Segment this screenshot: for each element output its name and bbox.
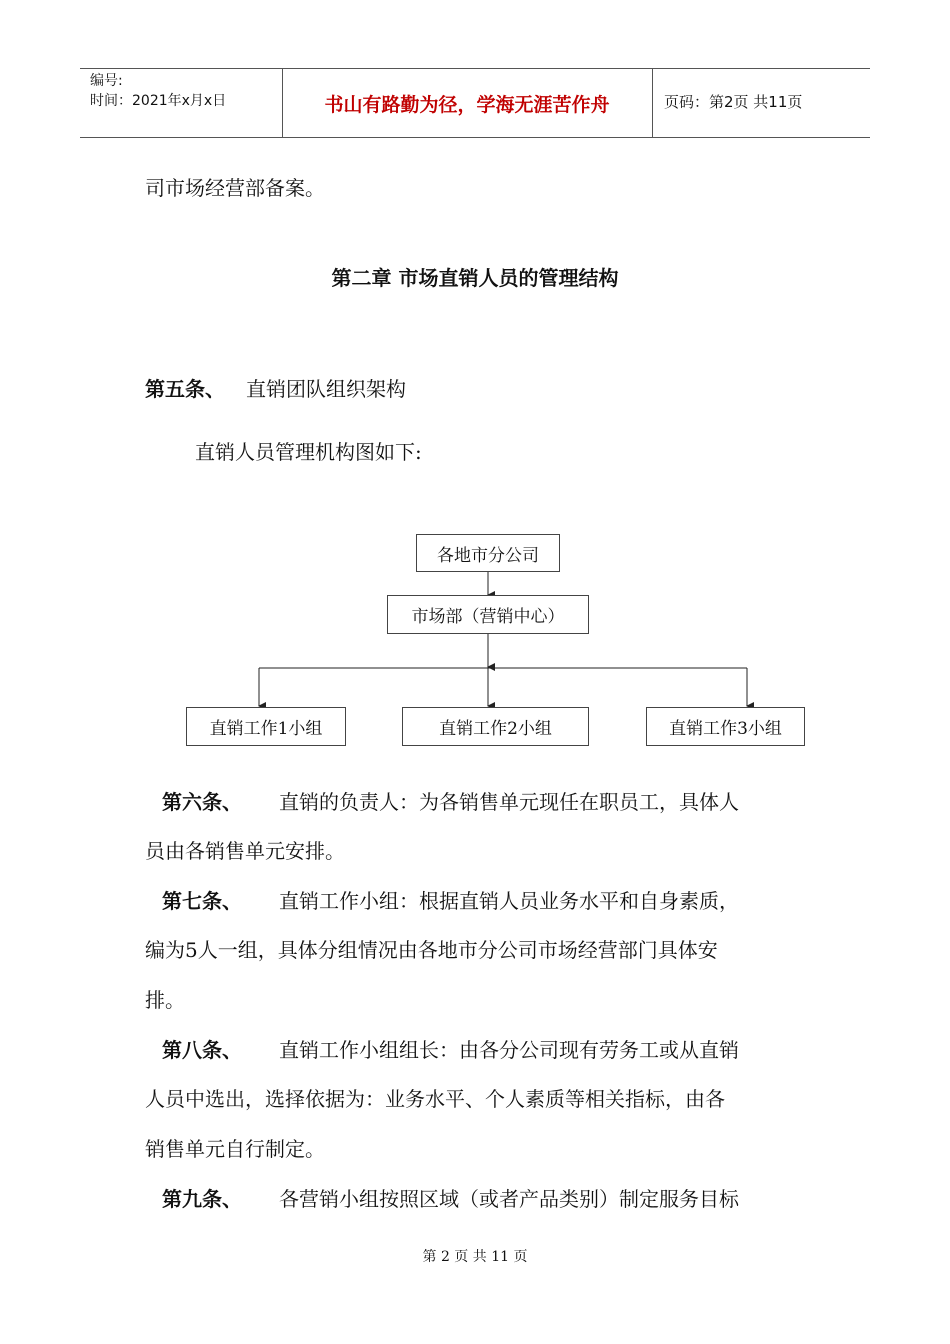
article8-line: 直销工作小组组长：由各分公司现有劳务工或从直销 <box>279 1038 739 1062</box>
org-node-group-2: 直销工作2小组 <box>402 707 589 746</box>
article8-heading: 第八条、 <box>162 1038 242 1062</box>
document-time-label: 时间：2021年x月x日 <box>90 93 227 109</box>
article6-line: 员由各销售单元安排。 <box>145 839 345 863</box>
article8-line: 销售单元自行制定。 <box>145 1137 325 1161</box>
article9-line: 各营销小组按照区域（或者产品类别）制定服务目标 <box>279 1187 739 1211</box>
org-node-branch-companies: 各地市分公司 <box>416 534 560 572</box>
article7-line: 排。 <box>145 988 185 1012</box>
article7-line: 编为5人一组，具体分组情况由各地市分公司市场经营部门具体安 <box>145 938 718 962</box>
org-node-marketing-department: 市场部（营销中心） <box>387 595 589 634</box>
article7-heading: 第七条、 <box>162 889 242 913</box>
chapter-title: 第二章 市场直销人员的管理结构 <box>331 266 619 290</box>
header-motto: 书山有路勤为径，学海无涯苦作舟 <box>324 93 610 116</box>
continuation-text: 司市场经营部备案。 <box>145 176 325 200</box>
article7-line: 直销工作小组：根据直销人员业务水平和自身素质， <box>279 889 739 913</box>
article6-line: 直销的负责人：为各销售单元现任在职员工，具体人 <box>279 790 739 814</box>
org-node-group-3: 直销工作3小组 <box>646 707 805 746</box>
org-node-group-1: 直销工作1小组 <box>186 707 346 746</box>
page-footer: 第 2 页 共 11 页 <box>422 1249 528 1265</box>
header-page-number: 页码：第2页 共11页 <box>664 93 803 111</box>
document-number-label: 编号: <box>90 73 123 89</box>
article5-heading: 第五条、 <box>145 377 225 401</box>
article9-heading: 第九条、 <box>162 1187 242 1211</box>
article5-title: 直销团队组织架构 <box>246 377 406 401</box>
article5-intro: 直销人员管理机构图如下: <box>195 440 422 464</box>
article8-line: 人员中选出，选择依据为：业务水平、个人素质等相关指标，由各 <box>145 1087 725 1111</box>
article6-heading: 第六条、 <box>162 790 242 814</box>
